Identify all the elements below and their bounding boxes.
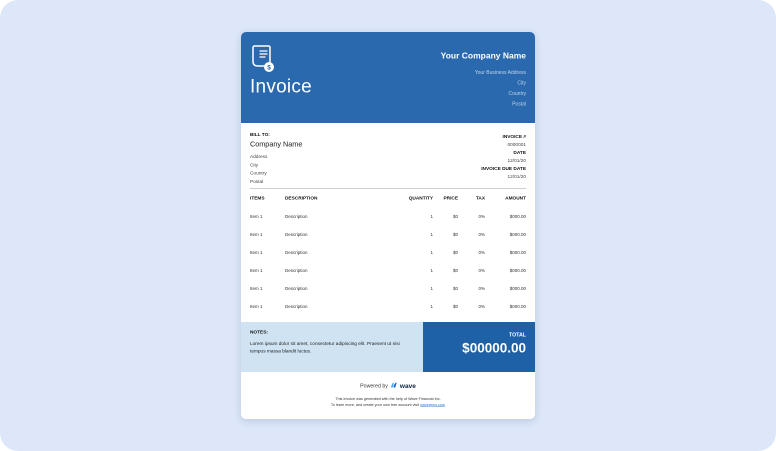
table-header-row [250, 189, 526, 208]
cell-price: $0 [452, 232, 458, 237]
company-name: Your Company Name [440, 51, 526, 61]
col-items: ITEMS [250, 195, 265, 201]
cell-amount: $000.00 [509, 250, 526, 255]
notes-band [241, 322, 535, 372]
col-tax: TAX [475, 195, 485, 201]
billto-line: Address [250, 154, 268, 160]
billto-line: Postal [250, 178, 264, 185]
cell-price: $0 [452, 268, 458, 273]
table-row [250, 208, 526, 226]
cell-tax: 0% [478, 268, 485, 273]
legal-text [241, 396, 535, 408]
cell-quantity: 1 [430, 232, 433, 237]
cell-tax: 0% [478, 214, 485, 219]
company-address-line: City [517, 80, 526, 86]
invoice-date-label: DATE [513, 150, 526, 156]
company-address [441, 68, 526, 110]
waveapps-link[interactable]: waveapps.com [420, 402, 446, 407]
company-address-line: Postal [512, 101, 526, 107]
invoice-number-value: 0000001 [507, 142, 526, 148]
invoice-card-holder [241, 32, 535, 419]
items-table [250, 189, 526, 316]
cell-amount: $000.00 [509, 268, 526, 273]
billto-line: Country [250, 170, 267, 176]
cell-amount: $000.00 [509, 214, 526, 219]
powered-by-label: Powered by [360, 382, 388, 389]
notes-label: NOTES: [250, 329, 268, 335]
invoice-footer [241, 372, 535, 419]
invoice-header [241, 32, 535, 123]
billto-company: Company Name [250, 140, 303, 149]
cell-price: $0 [452, 214, 458, 219]
table-row [250, 262, 526, 280]
invoice-card [241, 32, 535, 419]
notes-text: Lorem ipsum dolor sit amet, consectetur adipiscing elit. Praesent ut nisi tempus massa blandit luctus. [250, 341, 400, 354]
billto-block [250, 132, 302, 186]
cell-price: $0 [452, 250, 458, 255]
cell-quantity: 1 [430, 250, 433, 255]
cell-description: Description [285, 286, 308, 291]
cell-quantity: 1 [430, 304, 433, 309]
invoice-due-date-label: INVOICE DUE DATE [481, 166, 526, 172]
billto-label: BILL TO: [250, 132, 270, 138]
cell-tax: 0% [478, 304, 485, 309]
cell-amount: $000.00 [509, 304, 526, 309]
col-amount: AMOUNT [505, 195, 526, 201]
col-description: DESCRIPTION [285, 195, 318, 201]
cell-amount: $000.00 [509, 286, 526, 291]
wave-brand-text: wave [399, 382, 416, 390]
invoice-number-label: INVOICE # [502, 134, 526, 140]
cell-description: Description [285, 232, 308, 237]
cell-quantity: 1 [430, 214, 433, 219]
cell-item: Item 1 [250, 232, 263, 237]
cell-tax: 0% [478, 232, 485, 237]
notes-block [250, 330, 414, 356]
total-box [423, 322, 535, 372]
cell-quantity: 1 [430, 268, 433, 273]
cell-price: $0 [452, 286, 458, 291]
legal-line-2: To learn more, and create your own free account visit [330, 402, 421, 407]
invoice-meta [481, 133, 526, 181]
table-row [250, 244, 526, 262]
invoice-date-value: 12/01/20 [507, 158, 526, 164]
total-label: TOTAL [508, 332, 526, 338]
legal-line-1: This invoice was generated with the help of Wave Financial Inc. [335, 396, 441, 401]
cell-description: Description [285, 268, 308, 273]
cell-description: Description [285, 214, 308, 219]
svg-text:$: $ [267, 64, 271, 72]
invoice-due-date-value: 12/01/20 [507, 174, 526, 180]
receipt-dollar-icon [251, 44, 274, 78]
cell-tax: 0% [478, 250, 485, 255]
cell-item: Item 1 [250, 268, 263, 273]
col-quantity: QUANTITY [408, 195, 433, 201]
company-address-line: Your Business Address [474, 70, 526, 76]
cell-item: Item 1 [250, 250, 263, 255]
company-block [441, 51, 526, 110]
billto-line: City [250, 162, 259, 168]
total-value: $00000.00 [462, 340, 526, 356]
cell-amount: $000.00 [509, 232, 526, 237]
table-row [250, 280, 526, 298]
cell-description: Description [285, 250, 308, 255]
cell-quantity: 1 [430, 286, 433, 291]
powered-by [241, 382, 535, 390]
cell-price: $0 [452, 304, 458, 309]
cell-item: Item 1 [250, 286, 263, 291]
table-row [250, 298, 526, 316]
invoice-title: Invoice [250, 76, 312, 97]
cell-description: Description [285, 304, 308, 309]
wave-logo-icon [390, 382, 397, 390]
cell-tax: 0% [478, 286, 485, 291]
col-price: PRICE [443, 195, 458, 201]
cell-item: Item 1 [250, 214, 263, 219]
billto-section [250, 123, 526, 188]
company-address-line: Country [508, 91, 526, 97]
table-row [250, 226, 526, 244]
cell-item: Item 1 [250, 304, 263, 309]
